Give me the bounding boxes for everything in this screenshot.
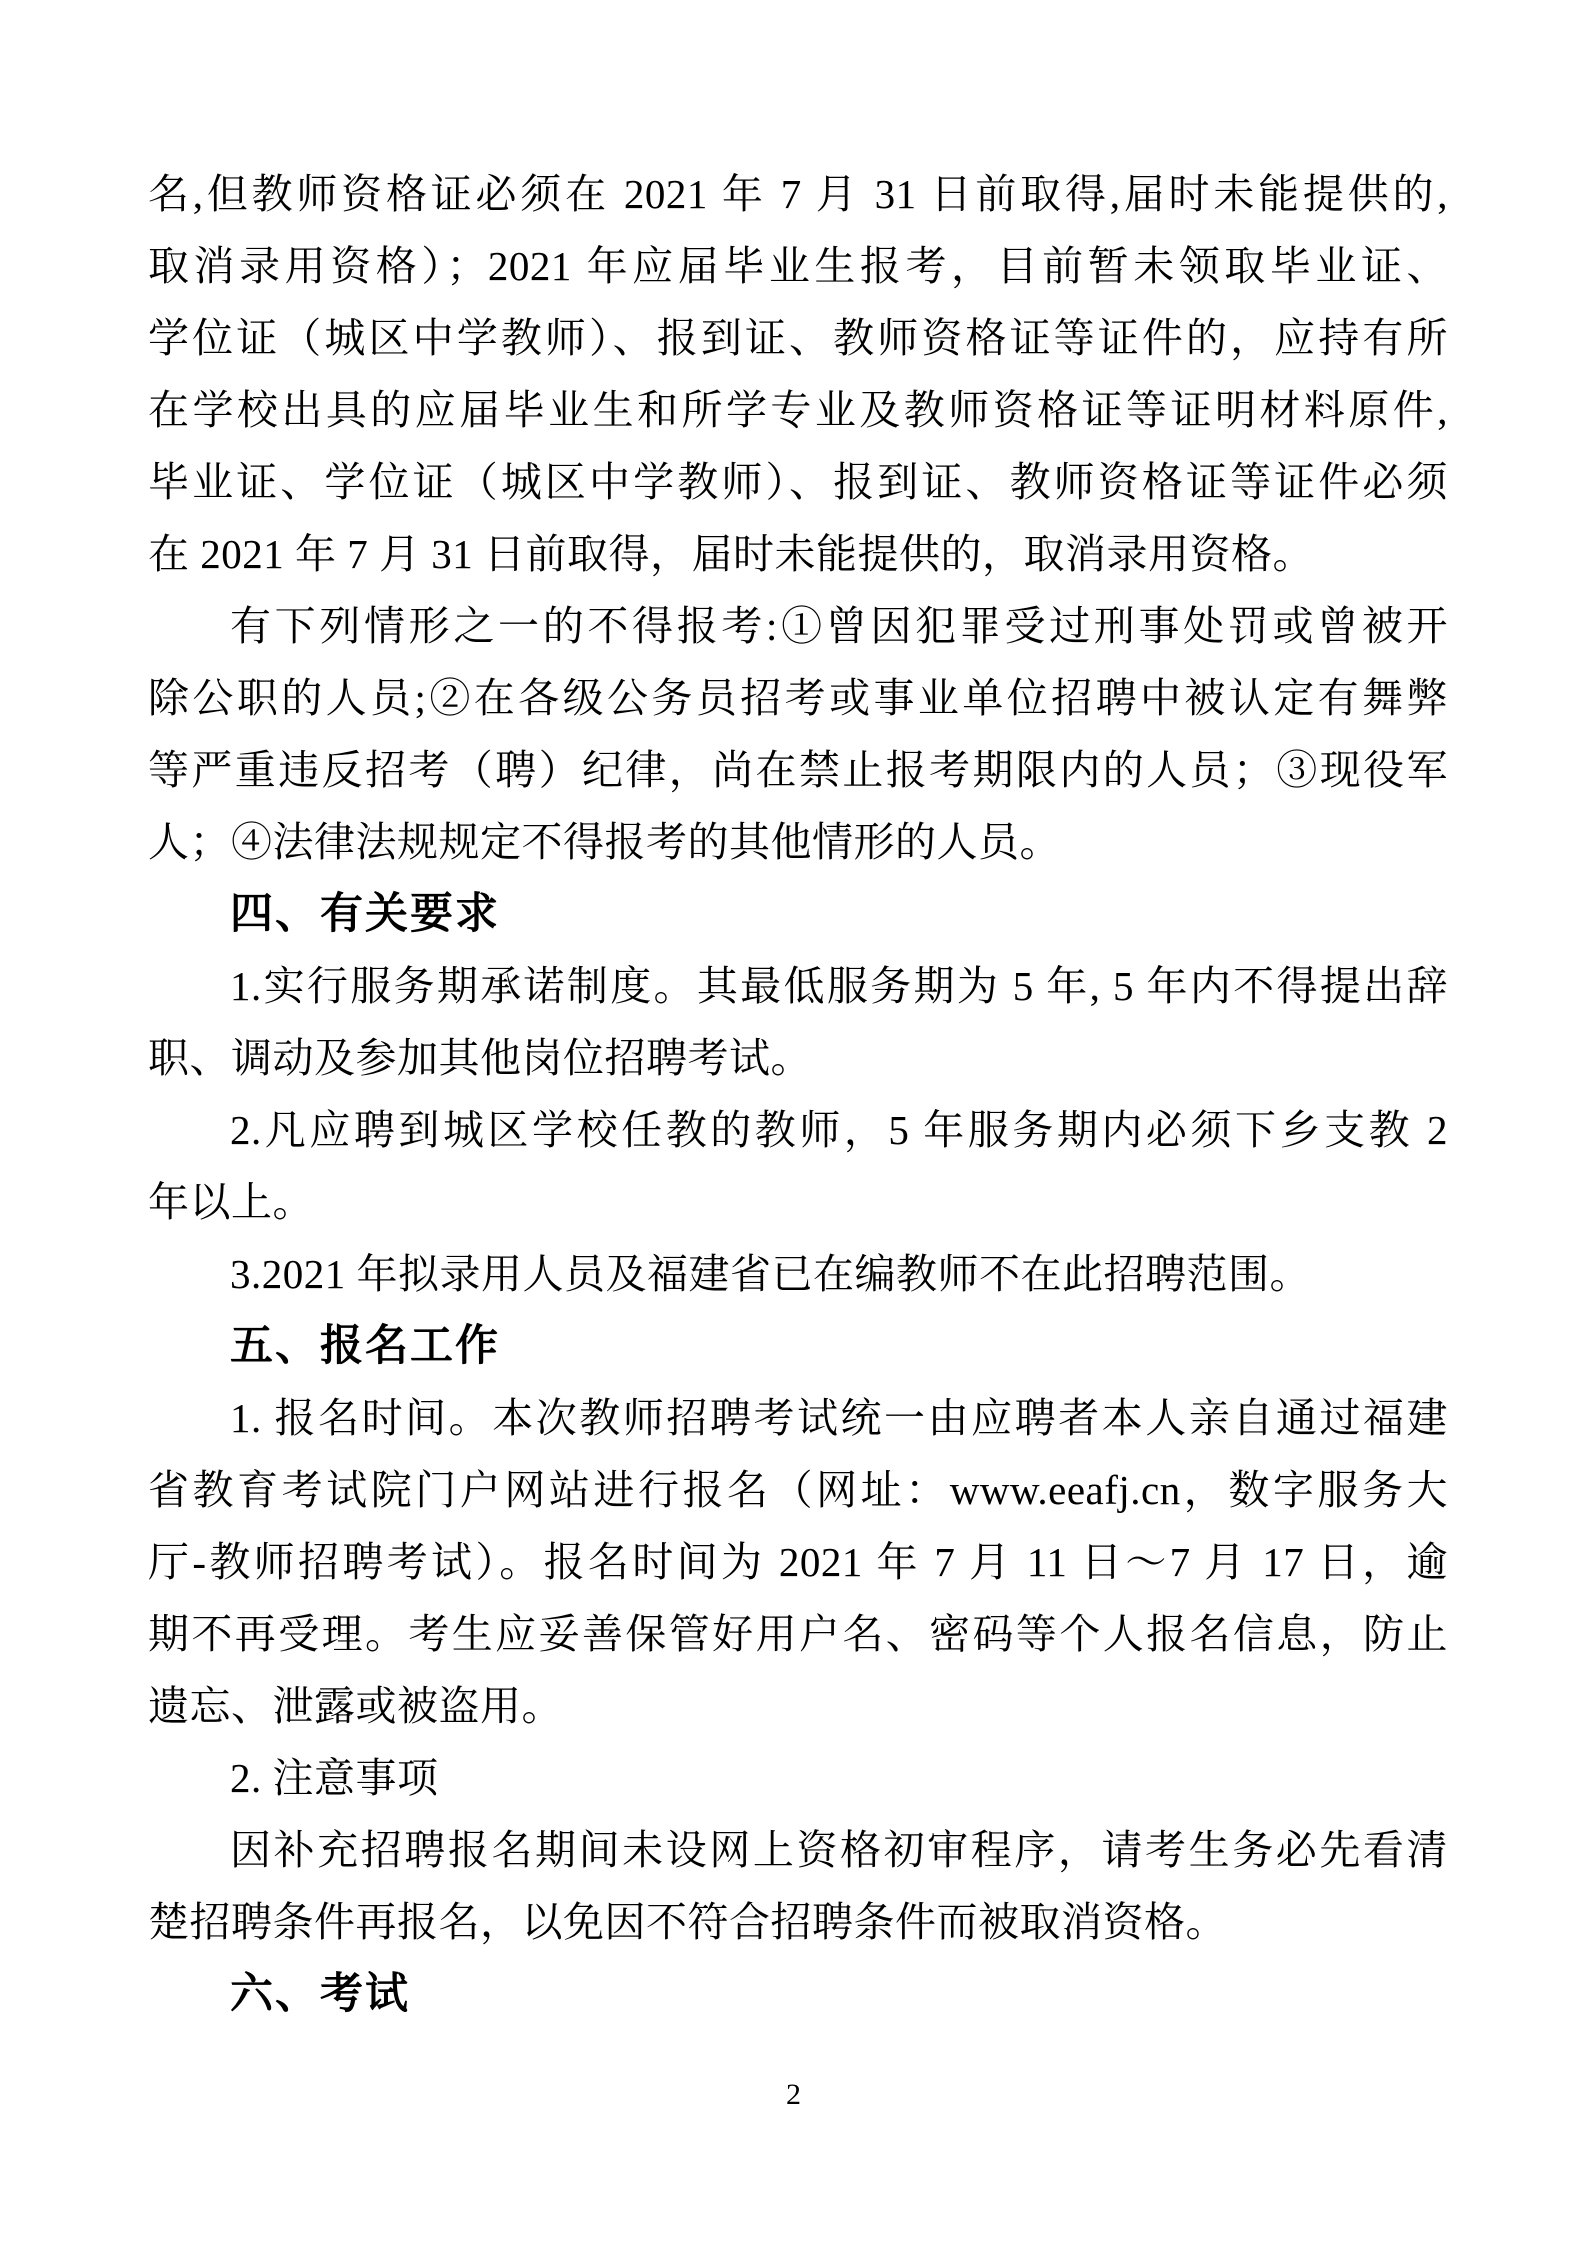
text-line: 因补充招聘报名期间未设网上资格初审程序，请考生务必先看清 <box>230 1827 1448 1873</box>
section-heading: 六、考试 <box>230 1970 410 2018</box>
text-line: 省教育考试院门户网站进行报名（网址：www.eeafj.cn，数字服务大 <box>148 1467 1448 1513</box>
text-line: 年以上。 <box>148 1179 314 1225</box>
section-heading: 五、报名工作 <box>230 1322 500 1370</box>
page-number: 2 <box>786 2078 801 2111</box>
text-line: 毕业证、学位证（城区中学教师）、报到证、教师资格证等证件必须 <box>148 459 1448 505</box>
text-line: 1. 报名时间。本次教师招聘考试统一由应聘者本人亲自通过福建 <box>230 1395 1448 1441</box>
text-line: 楚招聘条件再报名，以免因不符合招聘条件而被取消资格。 <box>148 1899 1227 1945</box>
text-line: 厅-教师招聘考试）。报名时间为 2021 年 7 月 11 日～7 月 17 日，逾 <box>148 1539 1448 1585</box>
text-line: 在学校出具的应届毕业生和所学专业及教师资格证等证明材料原件, <box>148 387 1448 433</box>
text-line: 遗忘、泄露或被盗用。 <box>148 1683 563 1729</box>
text-line: 人；④法律法规规定不得报考的其他情形的人员。 <box>148 819 1061 865</box>
text-line: 期不再受理。考生应妥善保管好用户名、密码等个人报名信息，防止 <box>148 1611 1448 1657</box>
text-line: 3.2021 年拟录用人员及福建省已在编教师不在此招聘范围。 <box>230 1251 1311 1297</box>
text-line: 名,但教师资格证必须在 2021 年 7 月 31 日前取得,届时未能提供的, <box>148 171 1448 217</box>
text-line: 1.实行服务期承诺制度。其最低服务期为 5 年, 5 年内不得提出辞 <box>230 963 1448 1009</box>
text-line: 取消录用资格）；2021 年应届毕业生报考，目前暂未领取毕业证、 <box>148 243 1448 289</box>
text-line: 在 2021 年 7 月 31 日前取得，届时未能提供的，取消录用资格。 <box>148 531 1314 577</box>
section-heading: 四、有关要求 <box>230 890 500 938</box>
text-line: 2. 注意事项 <box>230 1755 439 1801</box>
text-line: 职、调动及参加其他岗位招聘考试。 <box>148 1035 812 1081</box>
text-line: 除公职的人员;②在各级公务员招考或事业单位招聘中被认定有舞弊 <box>148 675 1448 721</box>
text-line: 等严重违反招考（聘）纪律，尚在禁止报考期限内的人员；③现役军 <box>148 747 1448 793</box>
text-line: 2.凡应聘到城区学校任教的教师，5 年服务期内必须下乡支教 2 <box>230 1107 1448 1153</box>
text-line: 有下列情形之一的不得报考:①曾因犯罪受过刑事处罚或曾被开 <box>230 603 1448 649</box>
text-line: 学位证（城区中学教师）、报到证、教师资格证等证件的，应持有所 <box>148 315 1448 361</box>
document-body <box>148 158 1448 2030</box>
